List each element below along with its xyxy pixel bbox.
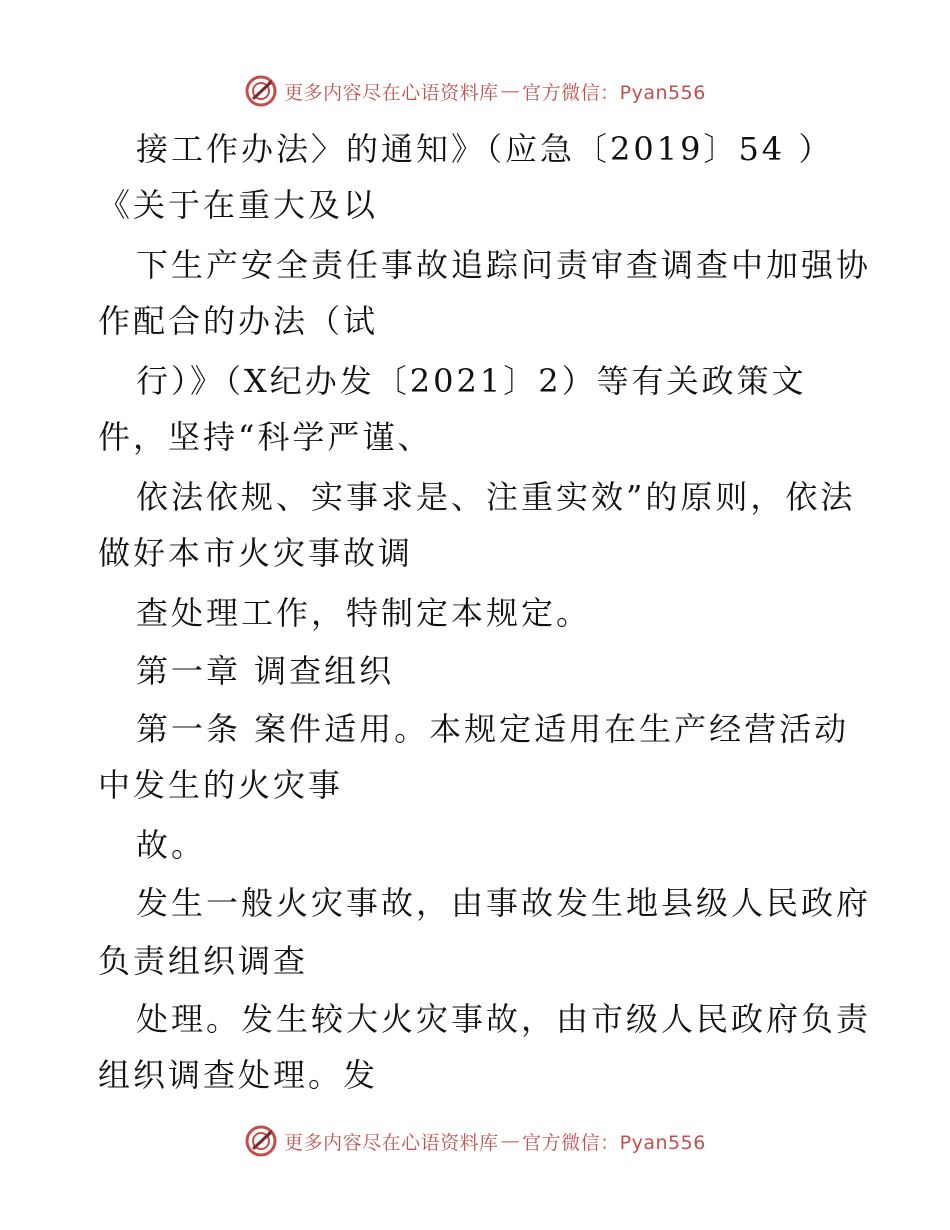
- text-line: 第一条 案件适用。本规定适用在生产经营活动: [136, 710, 850, 748]
- seal-logo-icon: [244, 1124, 278, 1158]
- header-watermark: [0, 74, 950, 108]
- chapter-heading: 第一章 调查组织: [136, 652, 395, 690]
- text-line: 作配合的办法（试: [98, 302, 379, 340]
- watermark-separator: —: [500, 80, 521, 102]
- text-line: 组织调查处理。发: [98, 1056, 379, 1094]
- text-line: 中发生的火灾事: [98, 766, 344, 804]
- watermark-text: 更多内容尽在心语资料库: [284, 81, 499, 104]
- text-line: 行）》（X纪办发〔2021〕2）等有关政策文: [136, 362, 807, 400]
- text-line: 故。: [136, 826, 207, 864]
- watermark-contact: 官方微信：Pyan556: [522, 1131, 706, 1154]
- watermark-separator: —: [500, 1130, 521, 1152]
- watermark-text: 更多内容尽在心语资料库: [284, 1131, 499, 1154]
- text-line: 下生产安全责任事故追踪问责审查调查中加强协: [136, 246, 872, 284]
- text-line: 查处理工作，特制定本规定。: [136, 594, 592, 632]
- text-line: 负责组织调查: [98, 942, 309, 980]
- text-line: 发生一般火灾事故，由事故发生地县级人民政府: [136, 884, 872, 922]
- text-line: 《关于在重大及以: [98, 186, 379, 224]
- watermark-contact: 官方微信：Pyan556: [522, 81, 706, 104]
- text-line: 处理。发生较大火灾事故，由市级人民政府负责: [136, 1000, 872, 1038]
- footer-watermark: [0, 1124, 950, 1158]
- text-line: 依法依规、实事求是、注重实效”的原则，依法: [136, 478, 856, 516]
- text-line: 做好本市火灾事故调: [98, 534, 414, 572]
- seal-logo-icon: [244, 74, 278, 108]
- text-line: 件，坚持“科学严谨、: [98, 418, 433, 456]
- text-line: 接工作办法〉的通知》（应急〔2019〕54 ）: [136, 130, 834, 168]
